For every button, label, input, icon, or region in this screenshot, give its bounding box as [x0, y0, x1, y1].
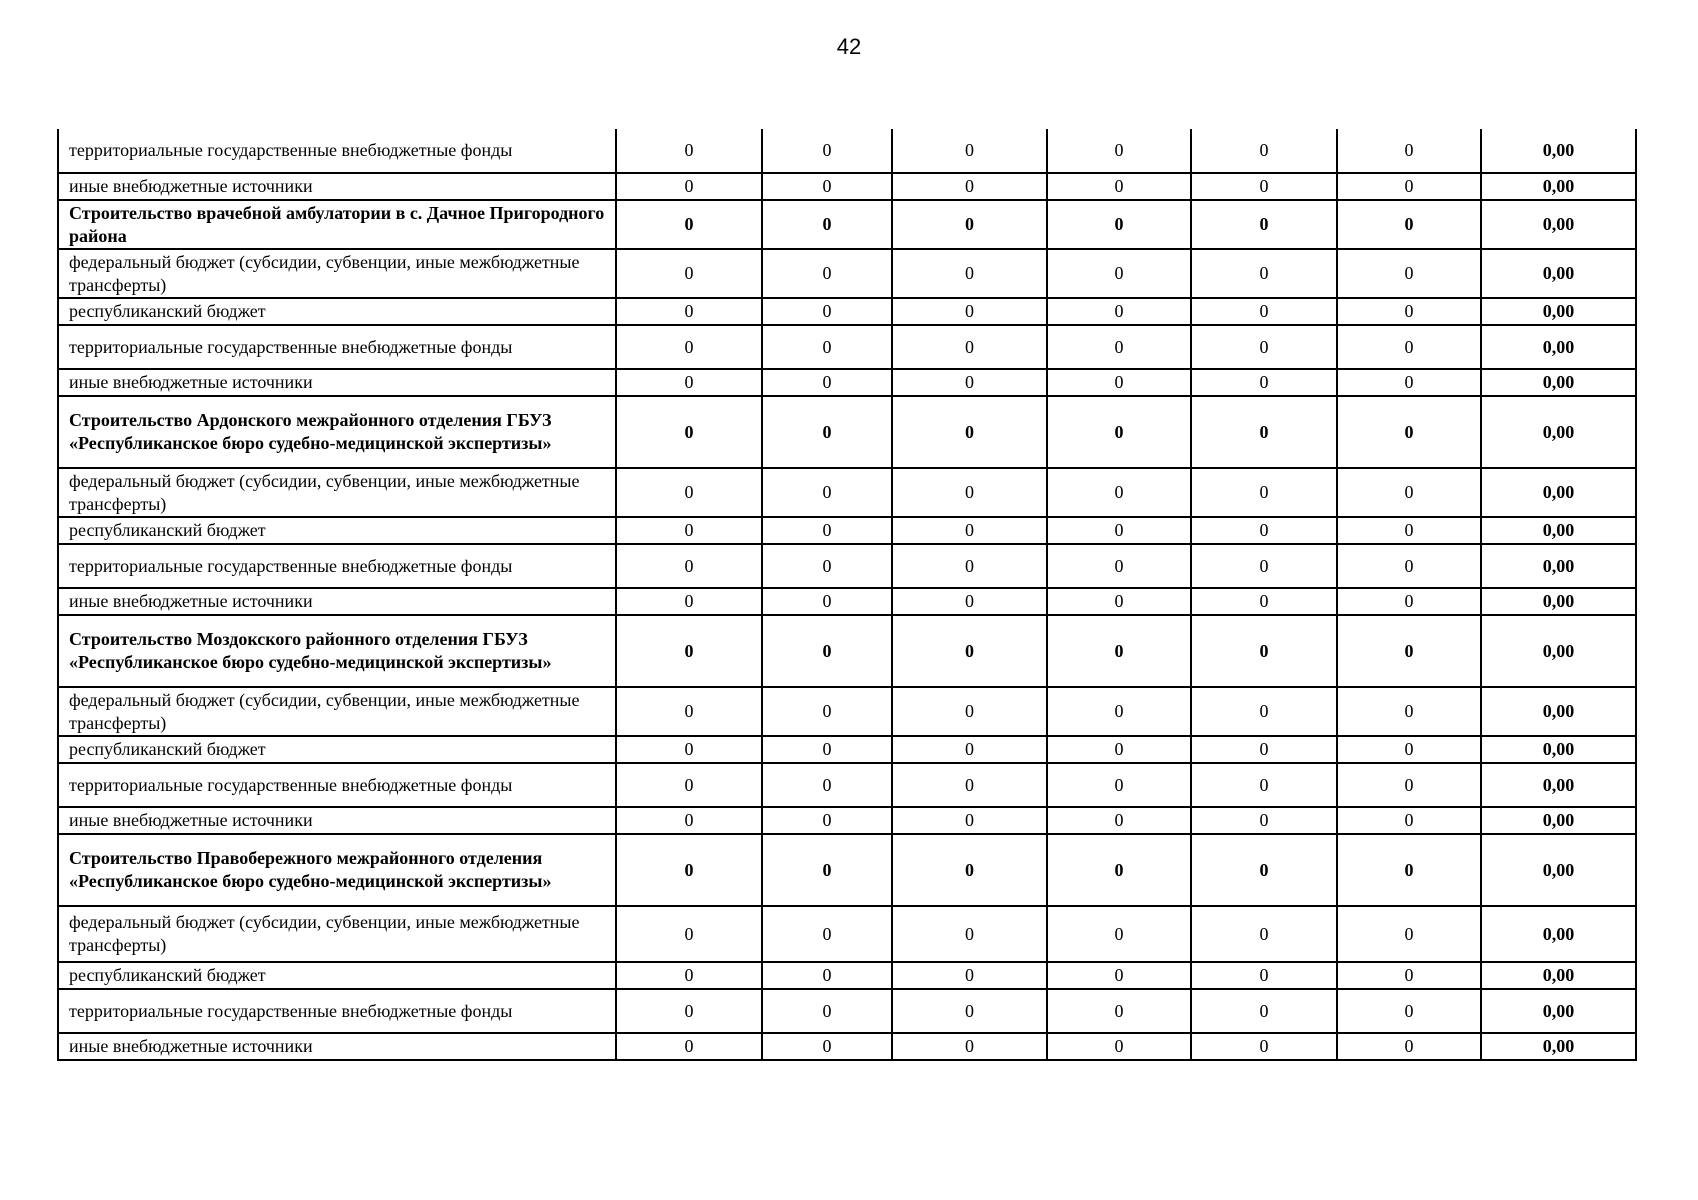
value-cell: 0 [892, 1033, 1047, 1060]
value-cell: 0 [762, 687, 892, 736]
value-cell: 0 [762, 989, 892, 1033]
row-label: Строительство врачебной амбулатории в с. Дачное Пригородного района [58, 200, 616, 249]
total-cell: 0,00 [1481, 396, 1636, 468]
value-cell: 0 [1337, 369, 1481, 396]
value-cell: 0 [616, 173, 762, 200]
table-row [58, 325, 1636, 369]
value-cell: 0 [1047, 687, 1191, 736]
value-cell: 0 [762, 249, 892, 298]
value-cell: 0 [616, 129, 762, 173]
row-label: иные внебюджетные источники [58, 807, 616, 834]
value-cell: 0 [892, 468, 1047, 517]
value-cell: 0 [1047, 249, 1191, 298]
value-cell: 0 [1337, 834, 1481, 906]
value-cell: 0 [616, 544, 762, 588]
total-cell: 0,00 [1481, 325, 1636, 369]
value-cell: 0 [616, 396, 762, 468]
value-cell: 0 [762, 763, 892, 807]
value-cell: 0 [616, 906, 762, 962]
value-cell: 0 [616, 369, 762, 396]
row-label: республиканский бюджет [58, 736, 616, 763]
total-cell: 0,00 [1481, 807, 1636, 834]
value-cell: 0 [762, 369, 892, 396]
table-row [58, 129, 1636, 173]
row-label: территориальные государственные внебюджетные фонды [58, 129, 616, 173]
table-row [58, 468, 1636, 517]
value-cell: 0 [1191, 834, 1337, 906]
value-cell: 0 [762, 200, 892, 249]
value-cell: 0 [892, 687, 1047, 736]
table-row [58, 517, 1636, 544]
value-cell: 0 [616, 763, 762, 807]
value-cell: 0 [1337, 298, 1481, 325]
value-cell: 0 [616, 962, 762, 989]
row-label: Строительство Ардонского межрайонного отделения ГБУЗ «Республиканское бюро судебно-медицинской экспертизы» [58, 396, 616, 468]
value-cell: 0 [892, 834, 1047, 906]
value-cell: 0 [616, 1033, 762, 1060]
table-row [58, 173, 1636, 200]
value-cell: 0 [616, 298, 762, 325]
total-cell: 0,00 [1481, 989, 1636, 1033]
value-cell: 0 [762, 396, 892, 468]
value-cell: 0 [1047, 834, 1191, 906]
value-cell: 0 [1191, 129, 1337, 173]
value-cell: 0 [1191, 763, 1337, 807]
value-cell: 0 [1191, 807, 1337, 834]
value-cell: 0 [1191, 989, 1337, 1033]
value-cell: 0 [1047, 517, 1191, 544]
value-cell: 0 [616, 834, 762, 906]
row-label: иные внебюджетные источники [58, 588, 616, 615]
value-cell: 0 [1191, 588, 1337, 615]
value-cell: 0 [1191, 1033, 1337, 1060]
row-label: иные внебюджетные источники [58, 173, 616, 200]
total-cell: 0,00 [1481, 249, 1636, 298]
value-cell: 0 [1337, 396, 1481, 468]
value-cell: 0 [1337, 1033, 1481, 1060]
value-cell: 0 [1191, 906, 1337, 962]
table-row [58, 906, 1636, 962]
value-cell: 0 [1047, 588, 1191, 615]
value-cell: 0 [1047, 298, 1191, 325]
value-cell: 0 [1047, 396, 1191, 468]
value-cell: 0 [1047, 129, 1191, 173]
value-cell: 0 [762, 1033, 892, 1060]
value-cell: 0 [892, 298, 1047, 325]
total-cell: 0,00 [1481, 588, 1636, 615]
value-cell: 0 [1047, 468, 1191, 517]
value-cell: 0 [892, 615, 1047, 687]
total-cell: 0,00 [1481, 298, 1636, 325]
row-label: территориальные государственные внебюджетные фонды [58, 325, 616, 369]
value-cell: 0 [1337, 906, 1481, 962]
value-cell: 0 [762, 807, 892, 834]
total-cell: 0,00 [1481, 962, 1636, 989]
row-label: федеральный бюджет (субсидии, субвенции, иные межбюджетные трансферты) [58, 468, 616, 517]
total-cell: 0,00 [1481, 200, 1636, 249]
table-row [58, 1033, 1636, 1060]
total-cell: 0,00 [1481, 736, 1636, 763]
value-cell: 0 [1191, 736, 1337, 763]
value-cell: 0 [1191, 298, 1337, 325]
section-header-row [58, 396, 1636, 468]
value-cell: 0 [1047, 369, 1191, 396]
value-cell: 0 [1047, 962, 1191, 989]
budget-table [57, 129, 1637, 1061]
value-cell: 0 [616, 615, 762, 687]
section-header-row [58, 200, 1636, 249]
value-cell: 0 [892, 325, 1047, 369]
table-row [58, 736, 1636, 763]
row-label: Строительство Правобережного межрайонного отделения «Республиканское бюро судебно-медицинской экспертизы» [58, 834, 616, 906]
section-header-row [58, 615, 1636, 687]
table-row [58, 544, 1636, 588]
value-cell: 0 [1191, 325, 1337, 369]
value-cell: 0 [1337, 807, 1481, 834]
value-cell: 0 [892, 588, 1047, 615]
total-cell: 0,00 [1481, 834, 1636, 906]
value-cell: 0 [1337, 200, 1481, 249]
value-cell: 0 [762, 325, 892, 369]
table-row [58, 687, 1636, 736]
table-row [58, 763, 1636, 807]
value-cell: 0 [1191, 369, 1337, 396]
value-cell: 0 [762, 615, 892, 687]
value-cell: 0 [762, 517, 892, 544]
value-cell: 0 [1337, 468, 1481, 517]
row-label: республиканский бюджет [58, 298, 616, 325]
row-label: федеральный бюджет (субсидии, субвенции, иные межбюджетные трансферты) [58, 249, 616, 298]
value-cell: 0 [616, 687, 762, 736]
total-cell: 0,00 [1481, 517, 1636, 544]
row-label: территориальные государственные внебюджетные фонды [58, 763, 616, 807]
table-row [58, 962, 1636, 989]
value-cell: 0 [762, 588, 892, 615]
value-cell: 0 [892, 906, 1047, 962]
value-cell: 0 [1337, 517, 1481, 544]
value-cell: 0 [1337, 588, 1481, 615]
value-cell: 0 [1047, 763, 1191, 807]
row-label: республиканский бюджет [58, 962, 616, 989]
section-header-row [58, 834, 1636, 906]
value-cell: 0 [1337, 325, 1481, 369]
total-cell: 0,00 [1481, 468, 1636, 517]
value-cell: 0 [892, 173, 1047, 200]
value-cell: 0 [762, 834, 892, 906]
value-cell: 0 [1337, 962, 1481, 989]
value-cell: 0 [616, 989, 762, 1033]
value-cell: 0 [1047, 544, 1191, 588]
value-cell: 0 [892, 807, 1047, 834]
value-cell: 0 [1047, 1033, 1191, 1060]
value-cell: 0 [616, 588, 762, 615]
value-cell: 0 [1191, 517, 1337, 544]
value-cell: 0 [762, 173, 892, 200]
value-cell: 0 [892, 989, 1047, 1033]
value-cell: 0 [1337, 736, 1481, 763]
total-cell: 0,00 [1481, 687, 1636, 736]
table-row [58, 807, 1636, 834]
value-cell: 0 [616, 200, 762, 249]
value-cell: 0 [1337, 129, 1481, 173]
value-cell: 0 [892, 763, 1047, 807]
value-cell: 0 [1047, 736, 1191, 763]
total-cell: 0,00 [1481, 544, 1636, 588]
value-cell: 0 [616, 325, 762, 369]
table-row [58, 298, 1636, 325]
value-cell: 0 [1337, 989, 1481, 1033]
value-cell: 0 [762, 468, 892, 517]
value-cell: 0 [1337, 173, 1481, 200]
total-cell: 0,00 [1481, 173, 1636, 200]
row-label: иные внебюджетные источники [58, 369, 616, 396]
total-cell: 0,00 [1481, 763, 1636, 807]
value-cell: 0 [1191, 687, 1337, 736]
value-cell: 0 [1337, 249, 1481, 298]
value-cell: 0 [762, 129, 892, 173]
value-cell: 0 [762, 906, 892, 962]
row-label: республиканский бюджет [58, 517, 616, 544]
total-cell: 0,00 [1481, 1033, 1636, 1060]
table-row [58, 369, 1636, 396]
value-cell: 0 [616, 468, 762, 517]
value-cell: 0 [892, 396, 1047, 468]
value-cell: 0 [1047, 615, 1191, 687]
value-cell: 0 [1047, 807, 1191, 834]
row-label: территориальные государственные внебюджетные фонды [58, 544, 616, 588]
value-cell: 0 [1047, 989, 1191, 1033]
value-cell: 0 [762, 736, 892, 763]
value-cell: 0 [1047, 173, 1191, 200]
value-cell: 0 [892, 369, 1047, 396]
total-cell: 0,00 [1481, 615, 1636, 687]
value-cell: 0 [762, 544, 892, 588]
value-cell: 0 [1191, 468, 1337, 517]
value-cell: 0 [892, 544, 1047, 588]
row-label: федеральный бюджет (субсидии, субвенции, иные межбюджетные трансферты) [58, 687, 616, 736]
value-cell: 0 [1047, 906, 1191, 962]
value-cell: 0 [1337, 763, 1481, 807]
page-number: 42 [836, 34, 862, 59]
row-label: федеральный бюджет (субсидии, субвенции, иные межбюджетные трансферты) [58, 906, 616, 962]
table-row [58, 989, 1636, 1033]
value-cell: 0 [616, 736, 762, 763]
value-cell: 0 [1337, 544, 1481, 588]
table-row [58, 249, 1636, 298]
value-cell: 0 [616, 249, 762, 298]
row-label: иные внебюджетные источники [58, 1033, 616, 1060]
value-cell: 0 [892, 200, 1047, 249]
value-cell: 0 [1047, 200, 1191, 249]
row-label: территориальные государственные внебюджетные фонды [58, 989, 616, 1033]
value-cell: 0 [616, 517, 762, 544]
total-cell: 0,00 [1481, 129, 1636, 173]
value-cell: 0 [892, 736, 1047, 763]
value-cell: 0 [616, 807, 762, 834]
value-cell: 0 [1191, 173, 1337, 200]
value-cell: 0 [1047, 325, 1191, 369]
row-label: Строительство Моздокского районного отделения ГБУЗ «Республиканское бюро судебно-медицинской экспертизы» [58, 615, 616, 687]
value-cell: 0 [892, 249, 1047, 298]
value-cell: 0 [1191, 249, 1337, 298]
value-cell: 0 [1191, 544, 1337, 588]
value-cell: 0 [1191, 396, 1337, 468]
value-cell: 0 [1337, 615, 1481, 687]
value-cell: 0 [762, 962, 892, 989]
value-cell: 0 [892, 129, 1047, 173]
value-cell: 0 [1191, 200, 1337, 249]
table-row [58, 588, 1636, 615]
value-cell: 0 [1337, 687, 1481, 736]
value-cell: 0 [892, 517, 1047, 544]
value-cell: 0 [1191, 962, 1337, 989]
total-cell: 0,00 [1481, 906, 1636, 962]
value-cell: 0 [1191, 615, 1337, 687]
value-cell: 0 [762, 298, 892, 325]
value-cell: 0 [892, 962, 1047, 989]
total-cell: 0,00 [1481, 369, 1636, 396]
